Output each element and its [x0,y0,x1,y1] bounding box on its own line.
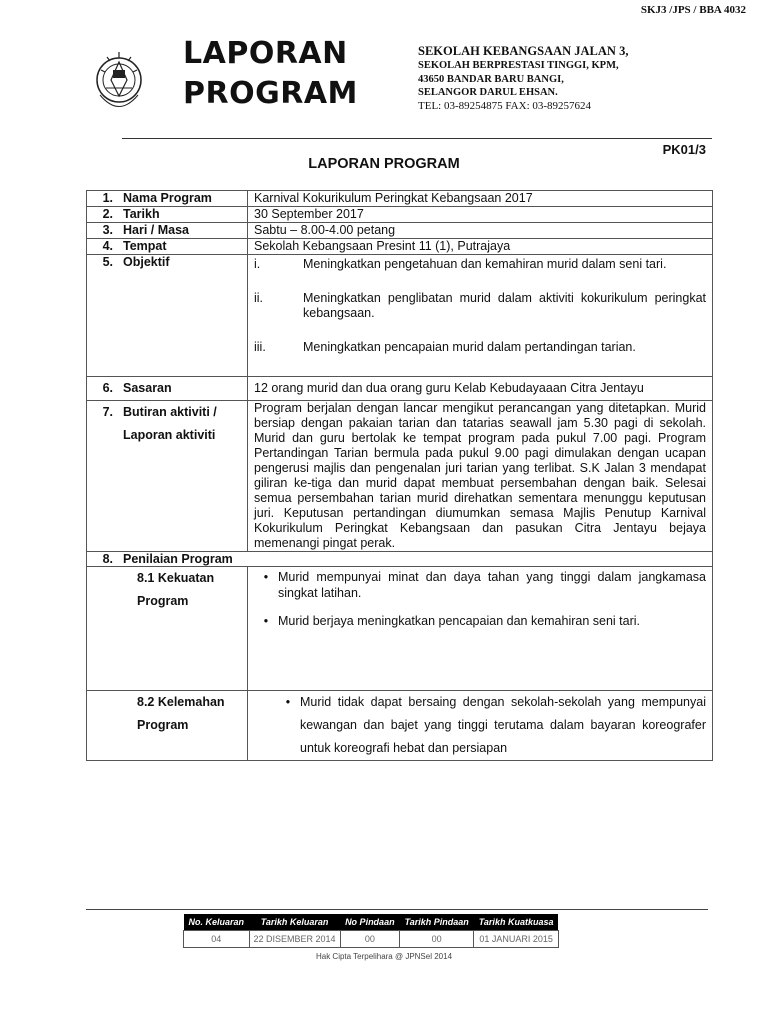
table-row [87,239,713,255]
list-item [254,691,706,760]
day-time-value: Sabtu – 8.00-4.00 petang [248,223,713,239]
weakness-label-cell [87,691,248,761]
objective-text: Meningkatkan penglibatan murid dalam aktiviti kokurikulum peringkat kebangsaan. [303,291,706,320]
school-address [418,44,628,113]
revision-value: 22 DISEMBER 2014 [249,931,340,948]
header-divider [122,138,712,139]
strengths-label-2: Program [137,594,189,608]
row-number: 4. [87,239,118,255]
row-label: Nama Program [117,191,248,207]
venue-value: Sekolah Kebangsaan Presint 11 (1), Putrajaya [248,239,713,255]
program-name-value: Karnival Kokurikulum Peringkat Kebangsaan 2017 [248,191,713,207]
school-line-4: SELANGOR DARUL EHSAN. [418,87,558,98]
row-number: 2. [87,207,118,223]
table-row [87,207,713,223]
revision-value: 04 [184,931,250,948]
row-label: Hari / Masa [117,223,248,239]
table-row [87,691,713,761]
revision-header: No Pindaan [340,914,400,931]
table-row [87,191,713,207]
revision-header: Tarikh Pindaan [400,914,474,931]
list-item-text: Murid berjaya meningkatkan pencapaian dan kemahiran seni tari. [278,614,641,628]
row-number: 8. [87,552,118,567]
title-line-2: PROGRAM [183,76,358,111]
school-line-3: 43650 BANDAR BARU BANGI, [418,73,564,85]
objective-number: i. [254,257,261,271]
table-row [87,255,713,377]
table-row [87,552,713,567]
objective-item [254,340,706,355]
title-line-1: LAPORAN [183,36,348,71]
row-label: Sasaran [117,377,248,401]
table-row [87,377,713,401]
school-line-2: SEKOLAH BERPRESTASI TINGGI, KPM, [418,60,619,71]
list-item [254,613,706,629]
letterhead-title [183,34,358,114]
revision-header: Tarikh Keluaran [249,914,340,931]
objective-item [254,257,706,272]
footer-divider [86,909,708,910]
objective-text: Meningkatkan pengetahuan dan kemahiran murid dalam seni tari. [303,257,667,271]
list-item-text: Murid mempunyai minat dan daya tahan yang tinggi dalam jangkamasa singkat latihan. [278,570,706,600]
strengths-label: 8.1 Kekuatan [137,571,215,585]
school-contact: TEL: 03-89254875 FAX: 03-89257624 [418,99,592,112]
row-number: 5. [87,255,118,377]
objective-number: ii. [254,291,264,305]
row-number: 6. [87,377,118,401]
revision-header-row [184,914,559,931]
table-row [87,567,713,691]
objective-number: iii. [254,340,266,354]
bullet-icon: • [285,695,291,709]
row-label: Tarikh [117,207,248,223]
letterhead [90,36,710,136]
strengths-value [248,567,713,691]
revision-value-row [184,931,559,948]
target-value: 12 orang murid dan dua orang guru Kelab Kebudayaaan Citra Jentayu [248,377,713,401]
revision-value: 00 [340,931,400,948]
revision-header: No. Keluaran [184,914,250,931]
strengths-label-cell [87,567,248,691]
report-table [86,190,713,761]
report-title: LAPORAN PROGRAM [308,156,460,172]
document-code: SKJ3 /JPS / BBA 4032 [640,4,746,16]
school-name: SEKOLAH KEBANGSAAN JALAN 3, [418,44,629,58]
row-label: Objektif [117,255,248,377]
revision-header: Tarikh Kuatkuasa [474,914,559,931]
row-number: 7. [87,401,118,552]
date-value: 30 September 2017 [248,207,713,223]
revision-table [183,914,559,948]
table-row [87,401,713,552]
bullet-icon: • [263,614,269,628]
list-item [254,569,706,601]
copyright-notice: Hak Cipta Terpelihara @ JPNSel 2014 [315,952,453,961]
school-crest-icon [94,40,144,130]
row-label-line-2: Laporan aktiviti [123,428,216,442]
row-number: 3. [87,223,118,239]
row-number: 1. [87,191,118,207]
objectives-value [248,255,713,377]
objective-text: Meningkatkan pencapaian murid dalam pertandingan tarian. [303,340,636,354]
weakness-value [248,691,713,761]
row-label-line-1: Butiran aktiviti / [123,405,217,419]
objective-item [254,291,706,321]
form-code: PK01/3 [662,142,706,157]
table-row [87,223,713,239]
revision-value: 01 JANUARI 2015 [474,931,559,948]
bullet-icon: • [263,570,269,584]
list-item-text: Murid tidak dapat bersaing dengan sekolah-sekolah yang mempunyai kewangan dan bajet yang tinggi terutama dalam bayaran koreografer untuk koreografi hebat dan persiapan [300,695,706,755]
row-label: Tempat [117,239,248,255]
revision-value: 00 [400,931,474,948]
row-label [117,401,248,552]
weakness-label: 8.2 Kelemahan [137,695,225,709]
row-label: Penilaian Program [117,552,713,567]
weakness-label-2: Program [137,718,189,732]
activity-report-value: Program berjalan dengan lancar mengikut perancangan yang ditetapkan. Murid bersiap dengan pakaian tarian dan tatarias seawall jam 5.30 pagi di sekolah. Murid dan guru bertolak ke tempat program pada pukul 7.00 pagi. Program Pertandingan Tarian bermula pada pukul 9.00 pagi dimulakan dengan ucapan pengerusi majlis dan pengenalan juri tarian yang terlibat. S.K Jalan 3 mendapat giliran ke-tiga dan murid dapat membuat persembahan dengan baik. Selesai semua persembahan tarian murid direhatkan sementara menunggu keputusan juri. Keputusan pertandingan diumumkan semasa Majlis Penutup Karnival Kokurikulum Peringkat Kebangsaan dan pasukan Citra Jentayu bejaya memenangi pingat perak. [248,401,713,552]
